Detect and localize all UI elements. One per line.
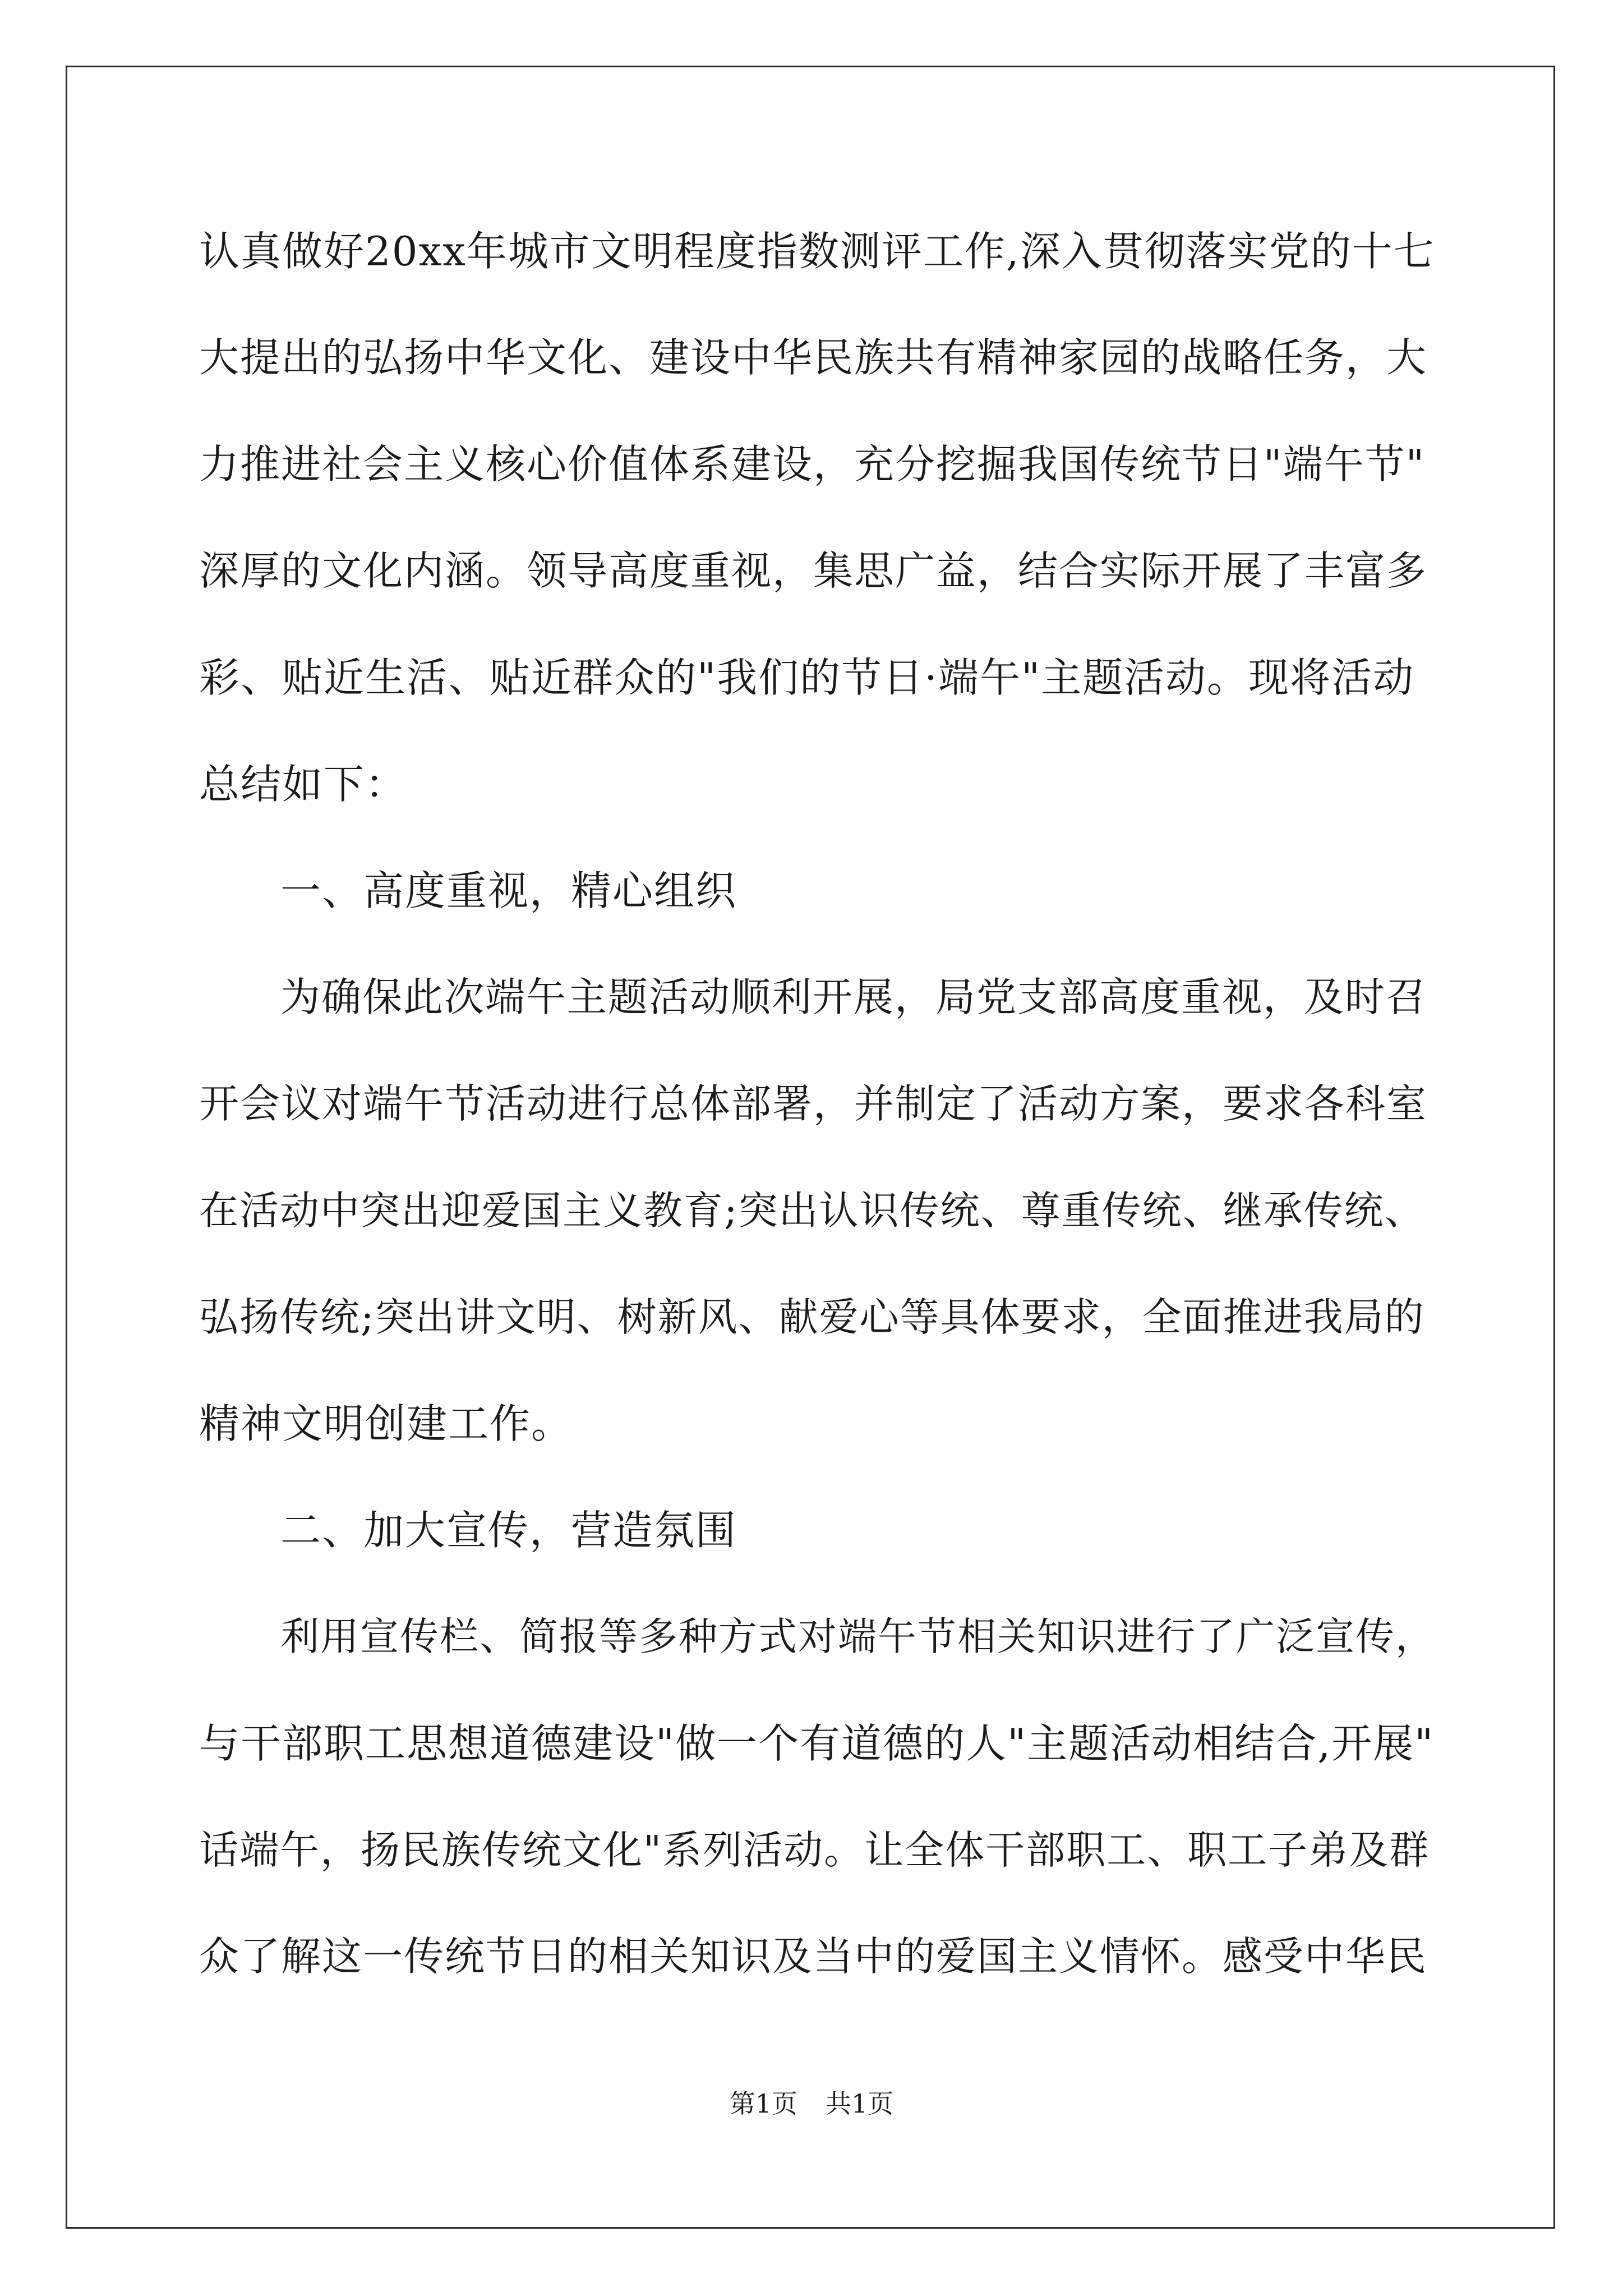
body-line: 精神文明创建工作。 [199, 1400, 573, 1447]
body-line: 总结如下： [199, 761, 407, 808]
body-line: 认真做好20xx年城市文明程度指数测评工作,深入贯彻落实党的十七 [199, 228, 1435, 275]
section-heading: 二、加大宣传，营造氛围 [280, 1507, 737, 1554]
page-border [66, 66, 1555, 2229]
body-line: 彩、贴近生活、贴近群众的"我们的节日·端午"主题活动。现将活动 [199, 654, 1415, 701]
section-heading: 一、高度重视，精心组织 [280, 867, 737, 914]
body-line: 在活动中突出迎爱国主义教育;突出认识传统、尊重传统、继承传统、 [199, 1188, 1425, 1234]
body-line: 力推进社会主义核心价值体系建设，充分挖掘我国传统节日"端午节" [199, 441, 1426, 487]
body-line: 为确保此次端午主题活动顺利开展，局党支部高度重视，及时召 [280, 974, 1427, 1020]
page-total: 共1页 [826, 2088, 894, 2119]
page-number: 第1页 [729, 2088, 797, 2119]
body-line: 大提出的弘扬中华文化、建设中华民族共有精神家园的战略任务，大 [199, 334, 1428, 381]
body-line: 弘扬传统;突出讲文明、树新风、献爱心等具体要求，全面推进我局的 [199, 1294, 1425, 1340]
body-line: 利用宣传栏、简报等多种方式对端午节相关知识进行了广泛宣传， [280, 1614, 1435, 1659]
body-line: 开会议对端午节活动进行总体部署，并制定了活动方案，要求各科室 [199, 1080, 1428, 1127]
page-footer [0, 2087, 1623, 2120]
body-line: 深厚的文化内涵。领导高度重视，集思广益，结合实际开展了丰富多 [199, 547, 1428, 594]
body-line: 与干部职工思想道德建设"做一个有道德的人"主题活动相结合,开展" [199, 1720, 1435, 1767]
body-line: 话端午，扬民族传统文化"系列活动。让全体干部职工、职工子弟及群 [199, 1827, 1430, 1873]
body-line: 众了解这一传统节日的相关知识及当中的爱国主义情怀。感受中华民 [199, 1933, 1428, 1980]
